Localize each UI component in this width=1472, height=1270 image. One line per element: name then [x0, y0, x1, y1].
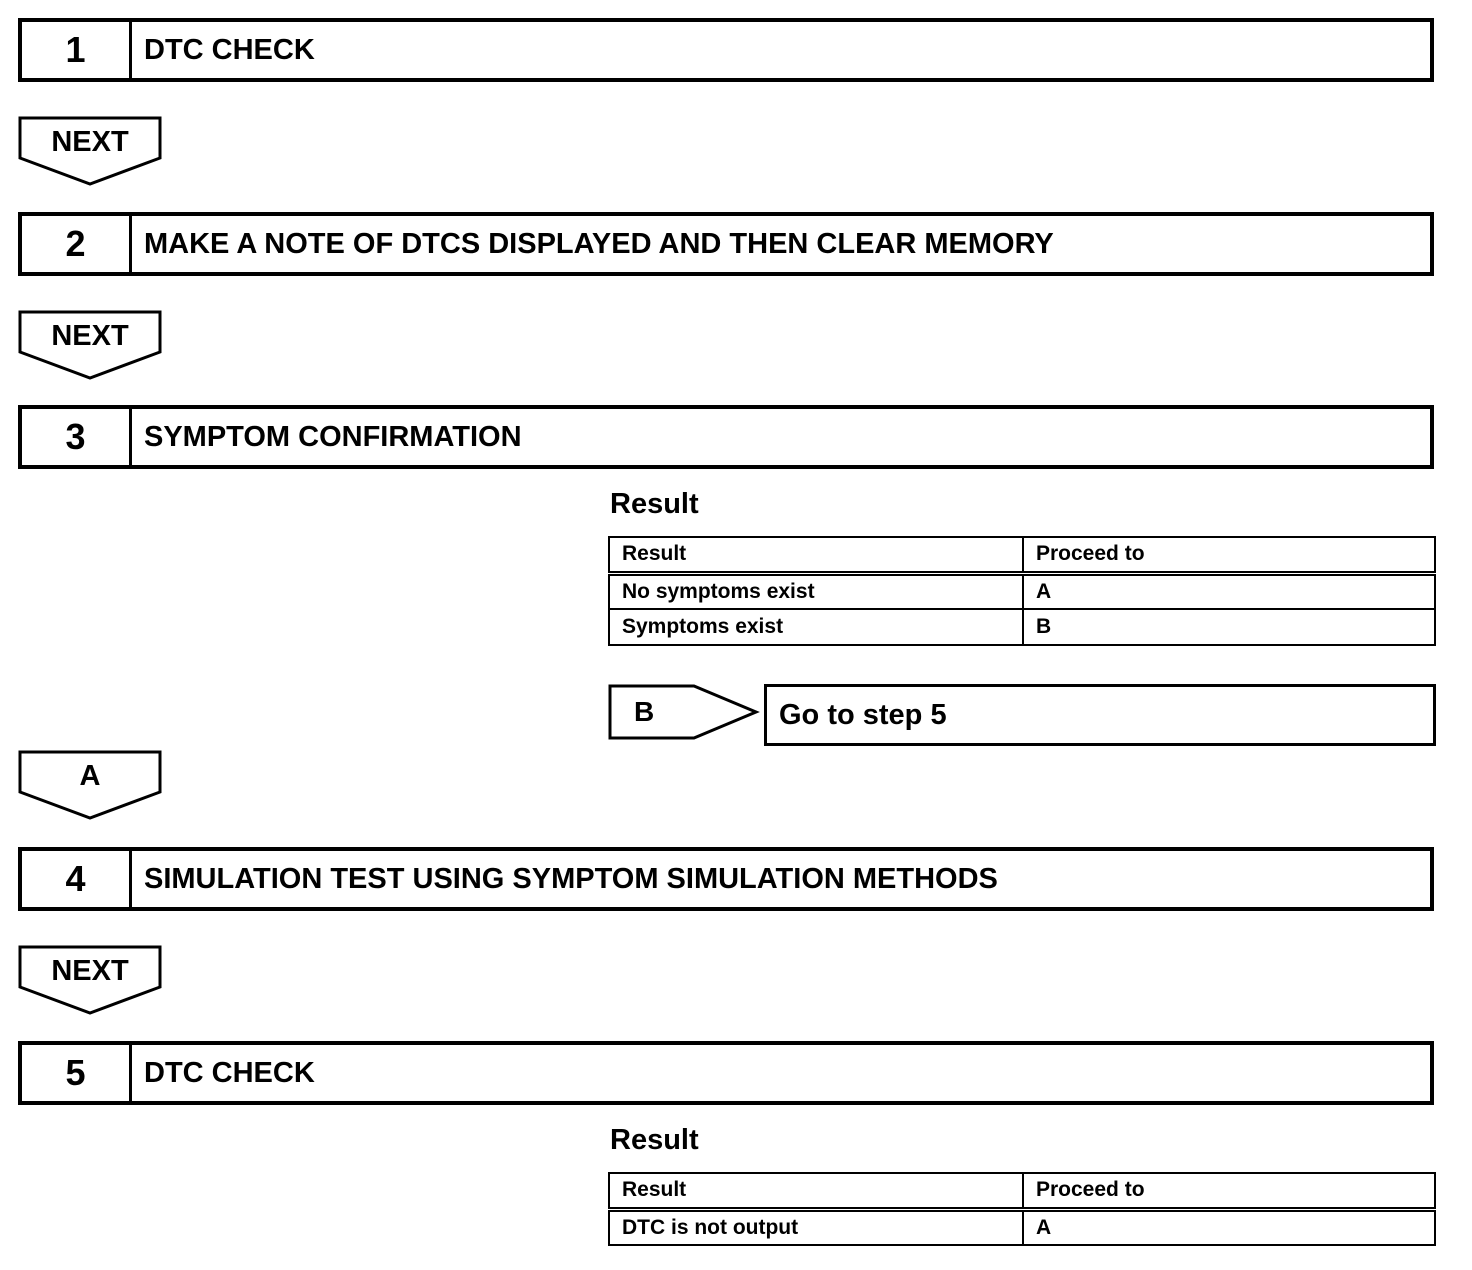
connector-label: NEXT [51, 955, 129, 987]
goto-box: Go to step 5 [764, 684, 1436, 746]
step-title: MAKE A NOTE OF DTCS DISPLAYED AND THEN CLEAR MEMORY [144, 227, 1054, 260]
result-heading-1: Result [610, 488, 699, 520]
step-number: 1 [22, 22, 132, 78]
branch-label: B [634, 696, 655, 727]
step-number: 5 [22, 1045, 132, 1101]
step-number: 4 [22, 851, 132, 907]
connector-label: A [79, 760, 101, 792]
table-row [609, 609, 1435, 645]
result-table-2 [608, 1172, 1436, 1246]
table-row [609, 573, 1435, 609]
step-4-box [18, 847, 1434, 911]
step-2-box [18, 212, 1434, 276]
right-arrow-icon [608, 684, 760, 744]
header-proceed-to: Proceed to [1023, 537, 1435, 573]
result-cell: DTC is not output [609, 1209, 1023, 1245]
next-arrow-3 [18, 945, 164, 1017]
branch-arrow-b [608, 684, 760, 744]
step-1-box [18, 18, 1434, 82]
header-result: Result [609, 537, 1023, 573]
proceed-cell: A [1023, 1209, 1435, 1245]
table-row [609, 1209, 1435, 1245]
proceed-cell: B [1023, 609, 1435, 645]
connector-label: NEXT [51, 320, 129, 352]
step-title: SIMULATION TEST USING SYMPTOM SIMULATION METHODS [144, 862, 998, 895]
table-header-row [609, 1173, 1435, 1209]
table-header-row [609, 537, 1435, 573]
step-title: DTC CHECK [144, 1056, 315, 1089]
proceed-cell: A [1023, 573, 1435, 609]
result-heading-2: Result [610, 1124, 699, 1156]
step-number: 3 [22, 409, 132, 465]
header-proceed-to: Proceed to [1023, 1173, 1435, 1209]
next-arrow-2 [18, 310, 164, 382]
step-3-box [18, 405, 1434, 469]
branch-arrow-a [18, 750, 164, 822]
step-5-box [18, 1041, 1434, 1105]
connector-label: NEXT [51, 126, 129, 158]
result-cell: No symptoms exist [609, 573, 1023, 609]
header-result: Result [609, 1173, 1023, 1209]
next-arrow-1 [18, 116, 164, 188]
step-number: 2 [22, 216, 132, 272]
result-table-1 [608, 536, 1436, 646]
step-title: DTC CHECK [144, 33, 315, 66]
result-cell: Symptoms exist [609, 609, 1023, 645]
step-title: SYMPTOM CONFIRMATION [144, 420, 522, 453]
